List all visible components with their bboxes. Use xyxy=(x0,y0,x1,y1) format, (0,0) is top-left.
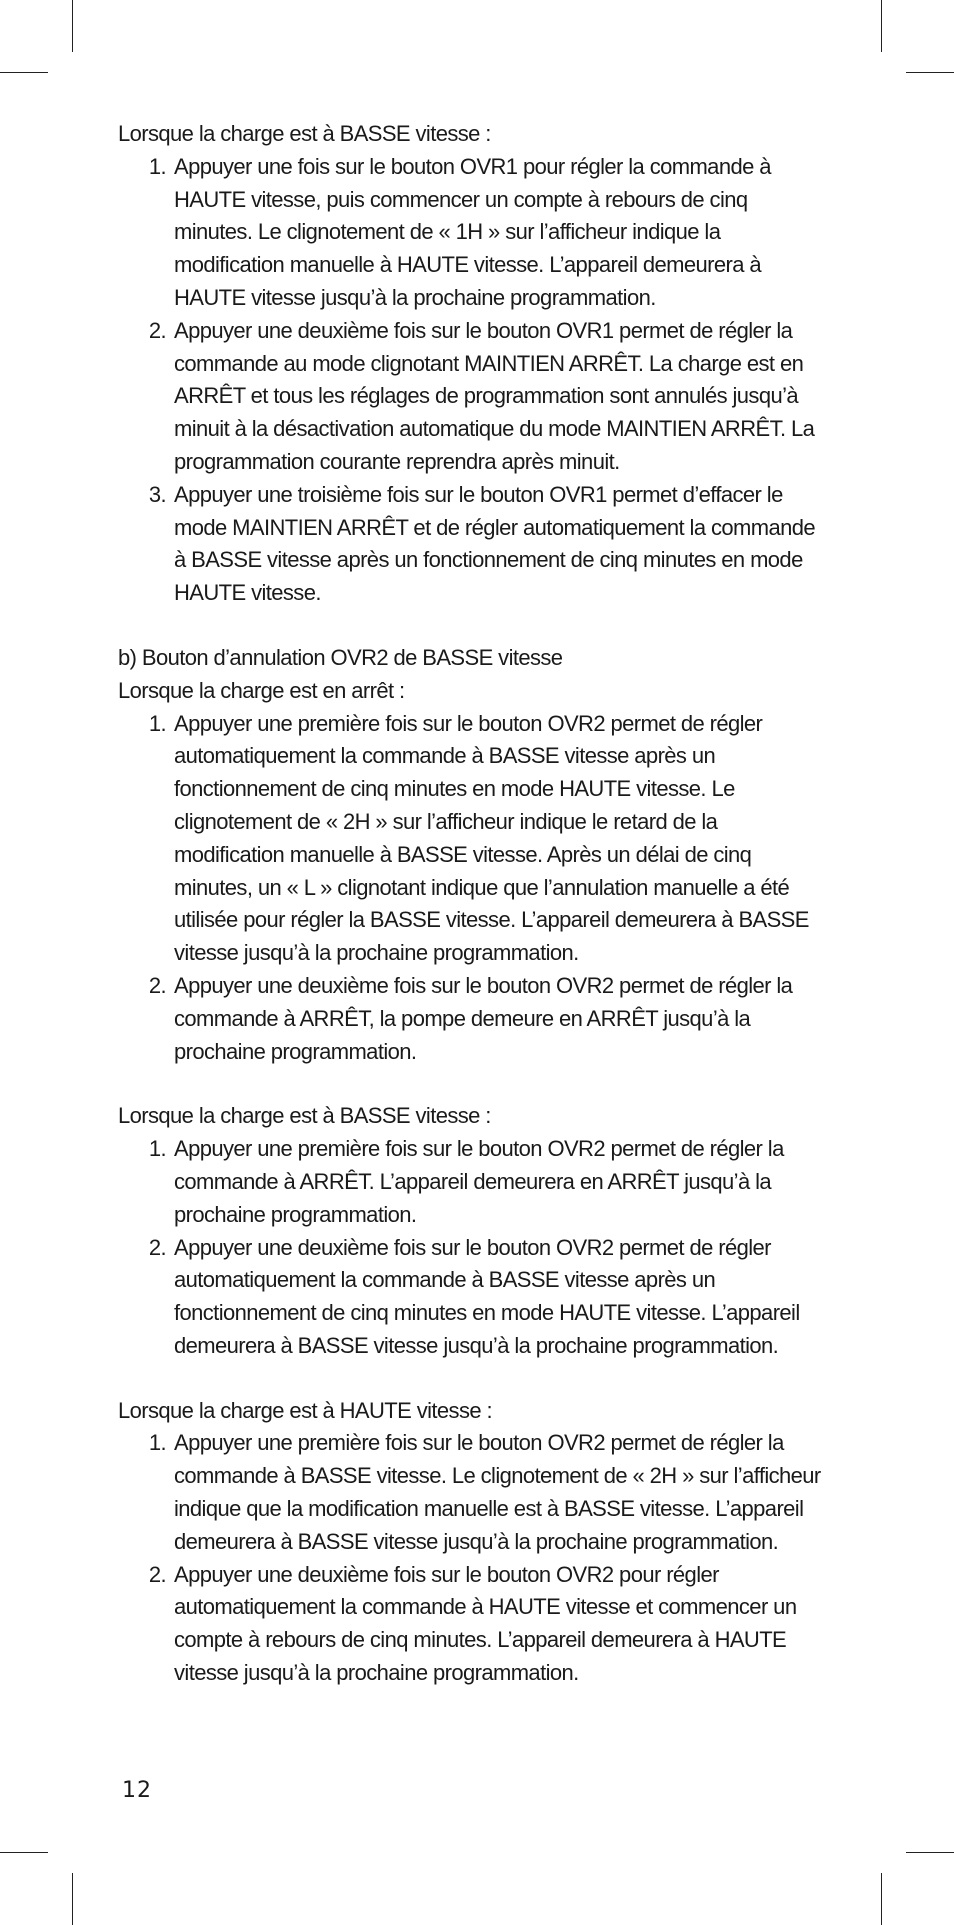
section-basse-ovr1 xyxy=(118,118,824,610)
section-heading: Lorsque la charge est à BASSE vitesse : xyxy=(118,121,491,146)
list-item: 2. Appuyer une deuxième fois sur le bouton OVR2 permet de régler la commande à ARRÊT, la pompe demeure en ARRÊT jusqu’à la prochaine programmation. xyxy=(148,972,793,1064)
crop-mark-bottom-left xyxy=(72,1873,73,1925)
list-item: 1. Appuyer une fois sur le bouton OVR1 pour régler la commande à HAUTE vitesse, puis commencer un compte à rebours de cinq minutes. Le clignotement de « 1H » sur l’afficheur indique la modification manuelle à HAUTE vitesse. L’appareil demeurera à HAUTE vitesse jusqu’à la prochaine programmation. xyxy=(148,153,771,310)
spacer xyxy=(118,610,824,642)
list-item: 2. Appuyer une deuxième fois sur le bouton OVR2 pour régler automatiquement la commande à HAUTE vitesse et commencer un compte à rebours de cinq minutes. L’appareil demeurera à HAUTE vitesse jusqu’à la prochaine programmation. xyxy=(148,1561,797,1686)
crop-mark-top-right-h xyxy=(906,72,954,73)
section-ovr2-haute xyxy=(118,1395,824,1690)
instruction-list xyxy=(118,1427,824,1689)
crop-mark-bottom-left-h xyxy=(0,1852,48,1853)
list-item: 1. Appuyer une première fois sur le bouton OVR2 permet de régler automatiquement la commande à BASSE vitesse après un fonctionnement de cinq minutes en mode HAUTE vitesse. Le clignotement de « 2H » sur l’afficheur indique le retard de la modification manuelle à BASSE vitesse. Après un délai de cinq minutes, un « L » clignotant indique que l’annulation manuelle a été utilisée pour régler la BASSE vitesse. L’appareil demeurera à BASSE vitesse jusqu’à la prochaine programmation. xyxy=(148,710,809,966)
list-item: 2. Appuyer une deuxième fois sur le bouton OVR1 permet de régler la commande au mode clignotant MAINTIEN ARRÊT. La charge est en ARRÊT et tous les réglages de programmation sont annulés jusqu’à minuit à la désactivation automatique du mode MAINTIEN ARRÊT. La programmation courante reprendra après minuit. xyxy=(148,317,815,474)
crop-mark-bottom-right-h xyxy=(906,1852,954,1853)
section-heading: Lorsque la charge est en arrêt : xyxy=(118,677,405,703)
crop-mark-bottom-right xyxy=(881,1873,882,1925)
spacer xyxy=(118,1068,824,1100)
section-ovr2-basse xyxy=(118,1100,824,1362)
crop-mark-top-left-h xyxy=(0,72,48,73)
crop-mark-top-left xyxy=(72,0,73,52)
section-ovr2-arret xyxy=(118,642,824,1068)
instruction-list xyxy=(118,151,824,610)
spacer xyxy=(118,1363,824,1395)
section-heading: Lorsque la charge est à HAUTE vitesse : xyxy=(118,1397,493,1423)
list-item: 1. Appuyer une première fois sur le bouton OVR2 permet de régler la commande à BASSE vitesse. Le clignotement de « 2H » sur l’afficheur indique que la modification manuelle est à BASSE vitesse. L’appareil demeurera à BASSE vitesse jusqu’à la prochaine programmation. xyxy=(148,1430,821,1554)
section-heading: Lorsque la charge est à BASSE vitesse : xyxy=(118,1103,491,1129)
instruction-list xyxy=(118,1133,824,1363)
list-item: 3. Appuyer une troisième fois sur le bouton OVR1 permet d’effacer le mode MAINTIEN ARRÊT et de régler automatiquement la commande à BASSE vitesse après un fonctionnement de cinq minutes en mode HAUTE vitesse. xyxy=(148,481,816,606)
crop-mark-top-right xyxy=(881,0,882,52)
list-item: 2. Appuyer une deuxième fois sur le bouton OVR2 permet de régler automatiquement la commande à BASSE vitesse après un fonctionnement de cinq minutes en mode HAUTE vitesse. L’appareil demeurera à BASSE vitesse jusqu’à la prochaine programmation. xyxy=(148,1234,800,1358)
page-number: 12 xyxy=(122,1778,152,1803)
document-body xyxy=(118,118,824,1690)
section-title: b) Bouton d’annulation OVR2 de BASSE vitesse xyxy=(118,644,563,670)
list-item: 1. Appuyer une première fois sur le bouton OVR2 permet de régler la commande à ARRÊT. L’appareil demeurera en ARRÊT jusqu’à la prochaine programmation. xyxy=(148,1136,784,1227)
instruction-list xyxy=(118,708,824,1069)
